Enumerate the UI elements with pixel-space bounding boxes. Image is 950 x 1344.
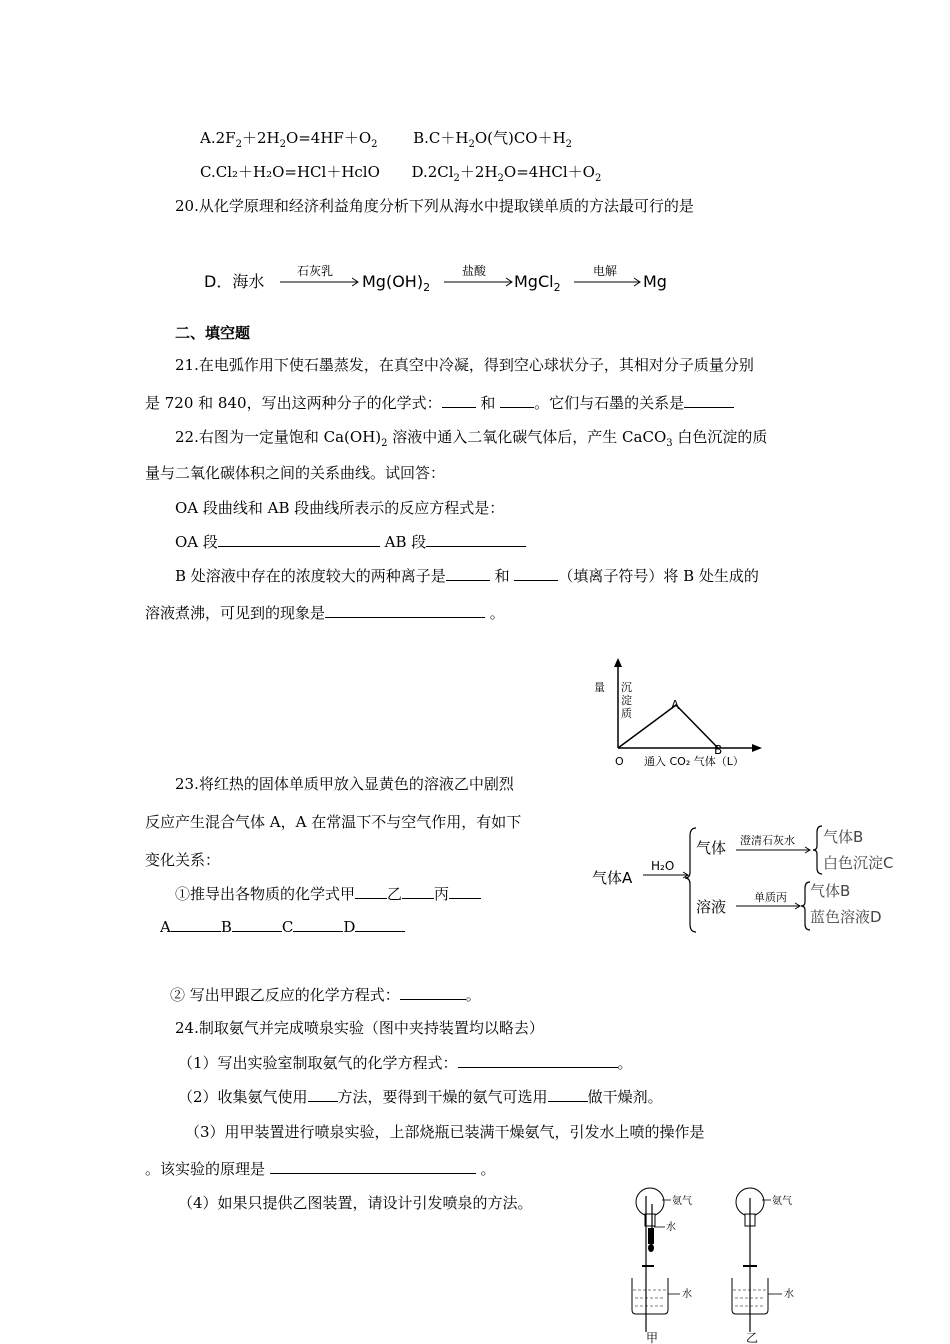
- q23-line2: 反应产生混合气体 A，A 在常温下不与空气作用，有如下: [145, 813, 522, 831]
- q19-option-a: $A.2F_2+2H_2O=4HF+O_2$: [200, 129, 378, 150]
- label-yi: 乙: [746, 1331, 759, 1344]
- apparatus-jia: [632, 1188, 692, 1344]
- answer-blank[interactable]: [232, 917, 282, 932]
- beaker-jia: [632, 1278, 668, 1314]
- answer-blank[interactable]: [270, 1159, 476, 1174]
- gas-b-label-1: 气体B: [823, 828, 864, 846]
- solution-label: 溶液: [696, 898, 727, 916]
- q22-line2: 量与二氧化碳体积之间的关系曲线。试回答：: [145, 464, 446, 482]
- q24-fountain-apparatus: [600, 1184, 800, 1344]
- gas-b-label-2: 气体B: [810, 882, 851, 900]
- q23-reaction-diagram: [588, 820, 908, 938]
- q24-part3: （3）用甲装置进行喷泉实验，上部烧瓶已装满干燥氨气，引发水上喷的操作是: [185, 1123, 705, 1141]
- answer-blank[interactable]: [400, 985, 466, 1000]
- point-a-label: A: [671, 698, 680, 712]
- ylabel-2: 沉: [621, 681, 632, 694]
- water-label-jia-top: 水: [666, 1222, 676, 1233]
- q21-line1: 21.在电弧作用下使石墨蒸发，在真空中冷凝，得到空心球状分子，其相对分子质量分别: [175, 356, 754, 374]
- point-b-label: B: [714, 743, 723, 757]
- big-brace: [685, 828, 696, 932]
- y-axis-arrow: [614, 658, 622, 667]
- answer-blank[interactable]: [325, 603, 485, 618]
- answer-blank[interactable]: [355, 884, 387, 899]
- answer-blank[interactable]: [548, 1087, 588, 1102]
- ammonia-label-jia: 氨气: [672, 1196, 692, 1207]
- answer-blank[interactable]: [308, 1087, 338, 1102]
- arrow3-label: 电解: [593, 264, 618, 278]
- bulb-jia: [648, 1244, 654, 1252]
- q23-line3: 变化关系：: [145, 851, 221, 869]
- q19-option-b: $B.C+H_2O$(气)$CO+H_2$: [413, 129, 573, 150]
- answer-blank[interactable]: [684, 393, 734, 408]
- q24-stem: 24.制取氨气并完成喷泉实验（图中夹持装置均以略去）: [175, 1019, 544, 1037]
- answer-blank[interactable]: [514, 566, 558, 581]
- origin-label: O: [615, 755, 624, 768]
- prod3: Mg: [643, 272, 667, 291]
- prod1: $Mg(OH)_2$: [362, 272, 431, 294]
- q22-line4: OA 段 AB 段: [175, 532, 526, 552]
- ylabel-1: 量: [594, 681, 605, 694]
- limewater-label: 澄清石灰水: [740, 834, 795, 847]
- q23-line5: A B C D: [160, 917, 405, 937]
- answer-blank[interactable]: [355, 917, 405, 932]
- brace-lower: [801, 882, 810, 930]
- q24-part4: （4）如果只提供乙图装置，请设计引发喷泉的方法。: [178, 1194, 533, 1212]
- white-precipitate-label: 白色沉淀C: [823, 854, 894, 872]
- answer-blank[interactable]: [442, 393, 476, 408]
- q22-precipitate-graph: [588, 655, 778, 775]
- gas-label: 气体: [696, 839, 727, 857]
- q20-stem: 20.从化学原理和经济利益角度分析下列从海水中提取镁单质的方法最可行的是: [175, 197, 694, 215]
- q22-line5: B 处溶液中存在的浓度较大的两种离子是 和 （填离子符号）将 B 处生成的: [175, 567, 759, 585]
- q21-line2: 是 720 和 840，写出这两种分子的化学式： 和 。它们与石墨的关系是: [145, 393, 734, 413]
- blue-solution-label: 蓝色溶液D: [810, 908, 882, 926]
- dropper-jia: [648, 1228, 654, 1244]
- q20-label: D．海水: [204, 272, 265, 291]
- apparatus-yi: [732, 1188, 794, 1344]
- h2o-label: H₂O: [651, 859, 675, 873]
- ylabel-3: 淀: [621, 694, 632, 707]
- water-label-yi: 水: [784, 1289, 794, 1300]
- answer-blank[interactable]: [293, 917, 343, 932]
- prod2: MgCl$_2$: [514, 272, 561, 294]
- answer-blank[interactable]: [458, 1053, 618, 1068]
- answer-blank[interactable]: [426, 532, 526, 547]
- curve-oa-ab: [618, 705, 718, 748]
- q24-part1: （1）写出实验室制取氨气的化学方程式： 。: [178, 1054, 633, 1072]
- gas-a-label: 气体A: [592, 869, 633, 887]
- q19-options-row2: [200, 162, 601, 182]
- q19-option-d: $D.2Cl_2+2H_2O=4HCl+O_2$: [411, 163, 602, 184]
- q22-line6: 溶液煮沸，可见到的现象是 。: [145, 604, 505, 622]
- answer-blank[interactable]: [449, 884, 481, 899]
- q23-line6: ② 写出甲跟乙反应的化学方程式： 。: [170, 986, 481, 1004]
- section-heading-fill-in: 二、填空题: [175, 324, 251, 342]
- single-c-label: 单质丙: [754, 891, 787, 904]
- arrow1-label: 石灰乳: [297, 264, 334, 278]
- q23-line4: ①推导出各物质的化学式甲 乙 丙: [175, 884, 481, 904]
- answer-blank[interactable]: [500, 393, 534, 408]
- arrow2-label: 盐酸: [462, 264, 487, 278]
- answer-blank[interactable]: [218, 532, 380, 547]
- q23-line1: 23.将红热的固体单质甲放入显黄色的溶液乙中剧烈: [175, 775, 514, 793]
- brace-upper: [813, 826, 822, 874]
- answer-blank[interactable]: [402, 884, 434, 899]
- q22-line1: 22.右图为一定量饱和 $Ca(OH)_2$ 溶液中通入二氧化碳气体后，产生 CaCO$_3$ 白色沉淀的质: [175, 428, 768, 449]
- flask-jia: [636, 1188, 664, 1216]
- q19-options-row1: [200, 128, 572, 148]
- ammonia-label-yi: 氨气: [772, 1196, 792, 1207]
- answer-blank[interactable]: [446, 566, 490, 581]
- x-axis-label: 通入 CO₂ 气体（L）: [644, 755, 744, 768]
- q20-option-d-reaction: [200, 262, 680, 302]
- x-axis-arrow: [752, 744, 762, 752]
- ylabel-4: 质: [621, 707, 632, 720]
- q19-option-c: C.Cl₂＋H₂O=HCl＋HclO: [200, 163, 380, 181]
- label-jia: 甲: [646, 1331, 659, 1344]
- q24-part3-cont: 。该实验的原理是 。: [145, 1160, 496, 1178]
- water-label-jia-beaker: 水: [682, 1289, 692, 1300]
- q22-line3: OA 段曲线和 AB 段曲线所表示的反应方程式是：: [175, 499, 505, 517]
- answer-blank[interactable]: [171, 917, 221, 932]
- q24-part2: （2）收集氨气使用 方法，要得到干燥的氨气可选用 做干燥剂。: [178, 1088, 663, 1106]
